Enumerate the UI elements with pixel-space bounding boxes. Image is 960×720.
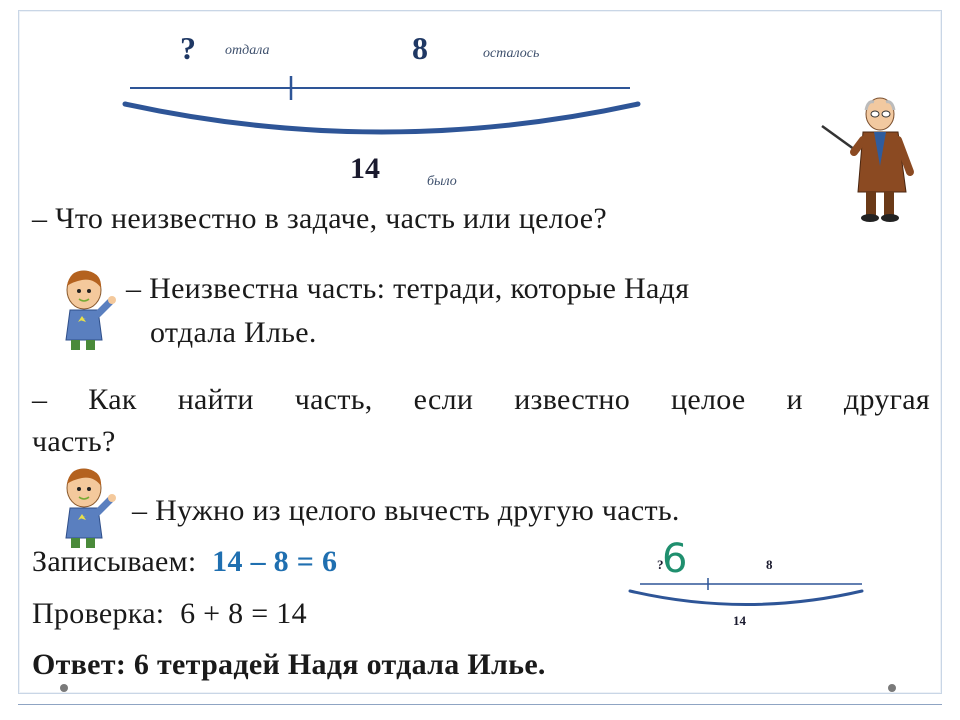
small-total-arc [630, 591, 862, 605]
top-unknown-mark: ? [180, 30, 196, 66]
top-remaining-value: 8 [412, 30, 428, 66]
small-remaining-value: 8 [766, 557, 773, 572]
answer-1-line1: – Неизвестна часть: тетради, которые Надя [126, 272, 690, 305]
final-answer: Ответ: 6 тетрадей Надя отдала Илье. [32, 648, 546, 681]
corner-dot-right [888, 684, 896, 692]
top-total-label: было [427, 174, 457, 189]
question-1: – Что неизвестно в задаче, часть или целое? [32, 202, 607, 235]
top-gave-label: отдала [225, 43, 270, 58]
check-label: Проверка: [32, 597, 165, 630]
small-total-value: 14 [733, 613, 746, 628]
top-segment-diagram [110, 70, 655, 150]
question-2-line1: – Как найти часть, если известно целое и другая [32, 383, 930, 416]
record-label: Записываем: [32, 545, 197, 578]
answer-1-line2: отдала Илье. [150, 316, 317, 349]
teacher-illustration [818, 96, 928, 226]
top-total-arc [125, 104, 638, 132]
boy-illustration-1 [58, 268, 120, 352]
record-equation: 14 – 8 = 6 [212, 545, 338, 578]
small-segment-diagram [622, 574, 870, 614]
small-unknown-mark: ? [657, 557, 664, 572]
question-2-line2: часть? [32, 425, 116, 458]
boy-illustration-2 [58, 466, 120, 550]
bottom-divider [18, 704, 942, 705]
check-equation: 6 + 8 = 14 [180, 597, 307, 630]
top-remaining-label: осталось [483, 46, 540, 61]
small-found-value: 6 [662, 536, 688, 582]
corner-dot-left [60, 684, 68, 692]
check-line [32, 597, 307, 631]
record-line [32, 545, 337, 579]
answer-2: – Нужно из целого вычесть другую часть. [132, 494, 680, 527]
top-total-value: 14 [350, 152, 380, 185]
